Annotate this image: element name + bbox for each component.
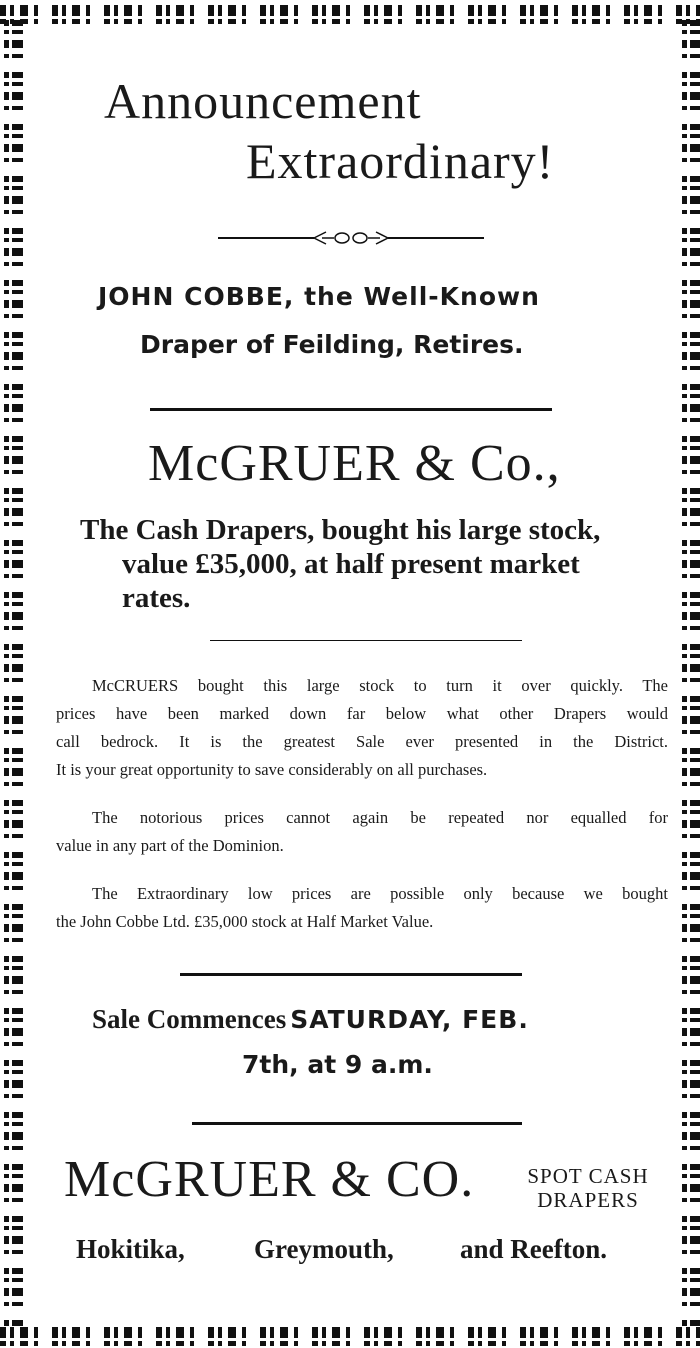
town-greymouth: Greymouth, — [254, 1234, 394, 1264]
body-paragraph-2 — [56, 804, 668, 860]
divider-rule — [192, 1122, 522, 1125]
headline-line1: Announcement — [104, 73, 422, 129]
town-hokitika: Hokitika, — [76, 1234, 185, 1264]
footer-company-name: McGRUER & CO. — [64, 1151, 475, 1208]
company-name: McGRUER & Co., — [148, 435, 561, 492]
company-tagline-line3: rates. — [122, 582, 191, 614]
headline-line2: Extraordinary! — [246, 133, 555, 189]
paragraph-line: call bedrock. It is the greatest Sale ever presented in the District. — [56, 732, 668, 751]
company-tagline-line1: The Cash Drapers, bought his large stock, — [80, 514, 601, 546]
sale-date-line1 — [92, 1004, 529, 1035]
footer-tagline-line2: DRAPERS — [537, 1188, 639, 1212]
sale-commences-text: Sale Commences — [92, 1004, 287, 1034]
paragraph-line: The Extraordinary low prices are possible only because we bought — [92, 884, 668, 903]
subhead-line2: Draper of Feilding, Retires. — [140, 330, 524, 359]
decorative-border-right — [682, 20, 700, 1326]
divider-rule — [180, 973, 522, 976]
footer-tagline — [508, 1164, 668, 1212]
body-paragraph-3 — [56, 880, 668, 936]
company-tagline-line2: value £35,000, at half present market — [122, 548, 580, 580]
body-paragraph-1 — [56, 672, 668, 784]
divider-rule — [150, 408, 552, 411]
subhead-line1: JOHN COBBE, the Well-Known — [98, 282, 540, 311]
decorative-border-top — [0, 2, 700, 24]
paragraph-line: The notorious prices cannot again be repeated nor equalled for — [92, 808, 668, 827]
footer-tagline-line1: SPOT CASH — [527, 1164, 649, 1188]
decorative-border-left — [4, 20, 26, 1326]
paragraph-line: prices have been marked down far below what other Drapers would — [56, 704, 668, 723]
sale-day-text: SATURDAY, FEB. — [290, 1005, 529, 1034]
paragraph-line: It is your great opportunity to save considerably on all purchases. — [56, 760, 488, 779]
paragraph-line: value in any part of the Dominion. — [56, 836, 284, 855]
decorative-border-bottom — [0, 1324, 700, 1346]
town-reefton: and Reefton. — [460, 1234, 607, 1264]
paragraph-line: the John Cobbe Ltd. £35,000 stock at Half Market Value. — [56, 912, 434, 931]
ornament-divider-icon — [218, 226, 484, 250]
paragraph-line: McCRUERS bought this large stock to turn it over quickly. The — [92, 676, 668, 695]
divider-rule — [210, 640, 522, 641]
sale-date-line2: 7th, at 9 a.m. — [242, 1050, 433, 1079]
